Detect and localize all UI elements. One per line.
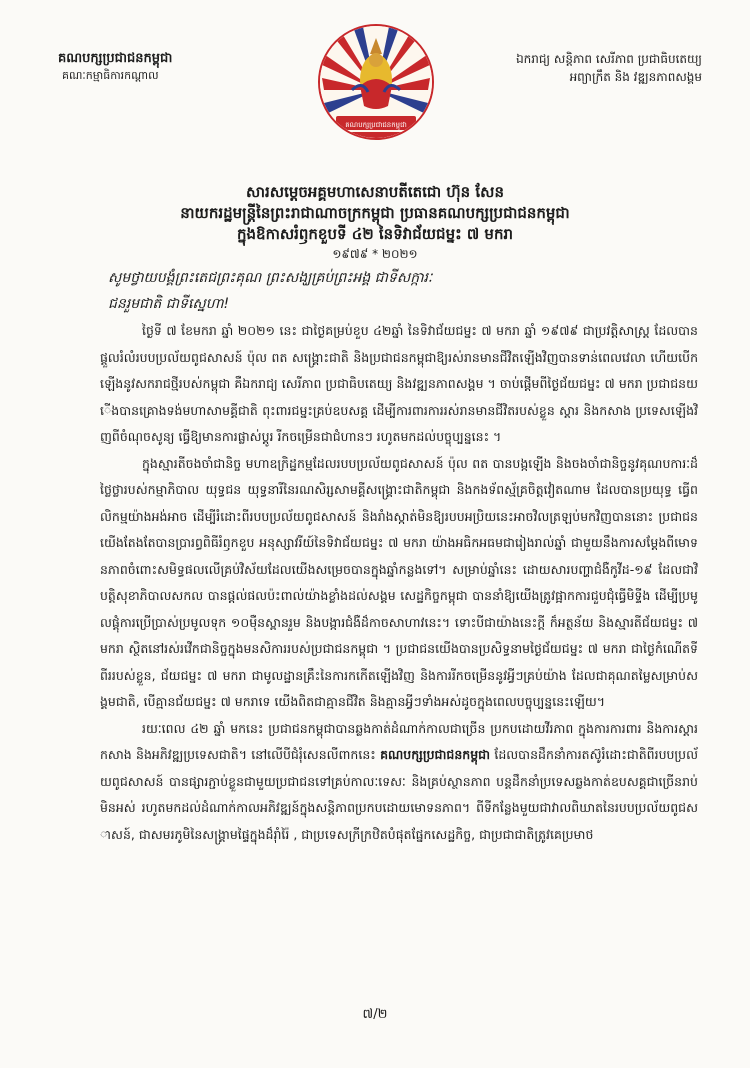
letter-body bbox=[100, 318, 698, 998]
header-left bbox=[58, 50, 248, 84]
motto-line-1: ឯករាជ្យ សន្តិភាព សេរីភាព ប្រជាធិបតេយ្យ bbox=[516, 52, 702, 66]
paragraph-3-start: រយៈពេល ៤២ ឆ្នាំ មកនេះ ប្រជាជនកម្ពុជាបានឆ្លងកាត់ដំណាក់កាលជាច្រើន ប្រកបដោយវីរភាព ក្នុងការការពារ និងការស្តារ កសាង និងអភិវឌ្ឍប្រទេសជាតិ។ នៅលើបីជំរុំសេនលីពាកនេះ bbox=[100, 720, 698, 762]
paragraph-1: ថ្ងៃទី ៧ ខែមករា ឆ្នាំ ២០២១ នេះ ជាថ្ងៃគម្រប់ខួប ៤២ឆ្នាំ នៃទិវាជ័យជម្នះ ៧ មករា ឆ្នាំ ១៩៧៩ ជាប្រវត្តិសាស្ត្រ ដែលបានផ្តួលរំលំរបបប្រល័យពូជសាសន៍ ប៉ុល ពត សង្គ្រោះជាតិ និងប្រជាជនកម្ពុជាឱ្យរស់រានមានជីវិតឡើងវិញបានទាន់ពេលវេលា ហើយបើកឡើងនូវសករាជថ្មីរបស់កម្ពុជា គឺឯករាជ្យ សេរីភាព ប្រជាធិបតេយ្យ និងវឌ្ឍនភាពសង្គម ។ ចាប់ផ្តើមពីថ្ងៃជ័យជម្នះ ៧ មករា ប្រជាជនយើងបានគ្រោងទង់មហាសាមគ្គីជាតិ ពុះពារជម្នះគ្រប់ឧបសគ្គ ដើម្បីការពារការរស់រានមានជីវិតរបស់ខ្លួន ស្តារ និងកសាង ប្រទេសឡើងវិញពីចំណុចសូន្យ ធ្វើឱ្យមានការផ្លាស់ប្តូរ រីកចម្រើនជាជំហានៗ រហូតមកដល់បច្ចុប្បន្ននេះ ។ bbox=[100, 323, 698, 444]
title-block bbox=[0, 182, 750, 263]
greeting-line-2: ជនរួមជាតិ ជាទីស្នេហា! bbox=[108, 296, 230, 312]
paragraph-3-party: គណបក្សប្រជាជនកម្ពុជា bbox=[380, 747, 491, 762]
title-line-3: ក្នុងឱកាសរំឭកខួបទី ៤២ នៃទិវាជ័យជម្នះ ៧ មករា bbox=[237, 225, 513, 243]
greeting-line-1: សូមថ្វាយបង្គំព្រះតេជព្រះគុណ ព្រះសង្ឃគ្រប់ព្រះអង្គ ជាទីសក្ការៈ bbox=[108, 270, 433, 286]
committee-name: គណៈកម្មាធិការកណ្តាល bbox=[62, 69, 159, 82]
header-right bbox=[452, 50, 702, 86]
paragraph-3 bbox=[100, 716, 698, 849]
paragraph-3-end: ដែលបានដឹកនាំការតស៊ូរំដោះជាតិពីរបបប្រល័យពូជសាសន៍ បានផ្សារភ្ជាប់ខ្លួនជាមួយប្រជាជនទៅគ្រប់កាលៈទេសៈ និងគ្រប់ស្ថានភាព បន្តដឹកនាំប្រទេសឆ្លងកាត់ឧបសគ្គជាច្រើនរាប់មិនអស់ រហូតមកដល់ដំណាក់កាលអភិវឌ្ឍន៍ក្នុងសន្តិភាពប្រកបដោយមោទនភាព។ ពីទីកន្លែងមួយជាវាលពិឃាតនៃរបបប្រល័យពូជសាសន៍, ជាសមរភូមិនៃសង្គ្រាមផ្ទៃក្នុងដ៏រ៉ាំរ៉ៃ , ជាប្រទេសក្រីក្រឋិតបំផុតផ្នែកសេដ្ឋកិច្ច, ជាប្រជាជាតិត្រូវគេប្រមាថ bbox=[100, 747, 698, 842]
greeting bbox=[108, 265, 432, 317]
party-name: គណបក្សប្រជាជនកម្ពុជា bbox=[58, 51, 173, 66]
title-line-1: សារសម្តេចអគ្គមហាសេនាបតីតេជោ ហ៊ុន សែន bbox=[245, 183, 504, 201]
title-years: ១៩៧៩ * ២០២១ bbox=[332, 247, 418, 261]
paragraph-2: ក្នុងស្មារតីចងចាំជានិច្ច មហាឧក្រិដ្ឋកម្មដែលរបបប្រល័យពូជសាសន៍ ប៉ុល ពត បានបង្កឡើង និងចងចាំជានិច្ចនូវគុណបការៈដ៏ថ្លៃថ្លារបស់កម្មាភិបាល យុទ្ធជន យុទ្ធនារីនៃរណសិរ្សសាមគ្គីសង្គ្រោះជាតិកម្ពុជា និងកងទ័ពស្ម័គ្រចិត្តវៀតណាម ដែលបានប្រយុទ្ធ ធ្វើពលិកម្មយ៉ាងអង់អាច ដើម្បីរំដោះពីរបបប្រល័យពូជសាសន៍ និងរាំងស្កាត់មិនឱ្យរបបអប្រិយនេះអាចវិលត្រឡប់មកវិញបាននោះ ប្រជាជនយើងតែងតែបានប្រារព្ធពិធីរំឭកខួប អនុស្សាវរីយ៍នៃទិវាជ័យជម្នះ ៧ មករា យ៉ាងអធិកអធមជារៀងរាល់ឆ្នាំ ជាមួយនឹងការសម្តែងពីមោទនភាពចំពោះសមិទ្ធផលលើគ្រប់វិស័យដែលយើងសម្រេចបានក្នុងឆ្នាំកន្លងទៅ។ សម្រាប់ឆ្នាំនេះ ដោយសារបញ្ហាជំងឺកូវីដ-១៩ ដែលជាវិបត្តិសុខាភិបាលសកល បានផ្តល់ផលប៉ះពាល់យ៉ាងខ្លាំងដល់សង្គម សេដ្ឋកិច្ចកម្ពុជា បាននាំឱ្យយើងត្រូវផ្អាកការជួបជុំធ្វើមិទ្ទីង ដើម្បីប្រមូលផ្តុំការប្រើប្រាស់ប្រមូលទុក ១០ម៉ឺនស្ពានរួម និងបង្ការជំងឺដ៏កាចសាហាវនេះ។ ទោះបីជាយ៉ាងនេះក្តី ក៏អត្ថន័យ និងស្មារតីជ័យជម្នះ ៧ មករា ស្ថិតនៅរស់រវើកជានិច្ចក្នុងមនសិការរបស់ប្រជាជនកម្ពុជា ។ ប្រជាជនយើងបានប្រសិទ្ធនាមថ្ងៃជ័យជម្នះ ៧ មករា ជាថ្ងៃកំណើតទីពីររបស់ខ្លួន, ជ័យជម្នះ ៧ មករា ជាមូលដ្ឋានគ្រឹះនៃការកកើតឡើងវិញ និងការរីកចម្រើននូវអ្វីៗគ្រប់យ៉ាង ដែលជាគុណតម្លៃសម្រាប់សង្គមជាតិ, បើគ្មានជ័យជម្នះ ៧ មករាទេ យើងពិតជាគ្មានជីវិត និងគ្មានអ្វីៗទាំងអស់ដូចក្នុងពេលបច្ចុប្បន្ននេះឡើយ។ bbox=[100, 455, 698, 709]
page-number: ៧/២ bbox=[362, 1007, 388, 1022]
logo-banner-text: គណបក្សប្រជាជនកម្ពុជា bbox=[345, 121, 407, 129]
title-line-2: នាយករដ្ឋមន្ត្រីនៃព្រះរាជាណាចក្រកម្ពុជា ប្រធានគណបក្សប្រជាជនកម្ពុជា bbox=[180, 204, 570, 222]
motto-line-2: អព្យាក្រឹត និង វឌ្ឍនភាពសង្គម bbox=[569, 70, 702, 84]
party-logo bbox=[316, 20, 436, 160]
